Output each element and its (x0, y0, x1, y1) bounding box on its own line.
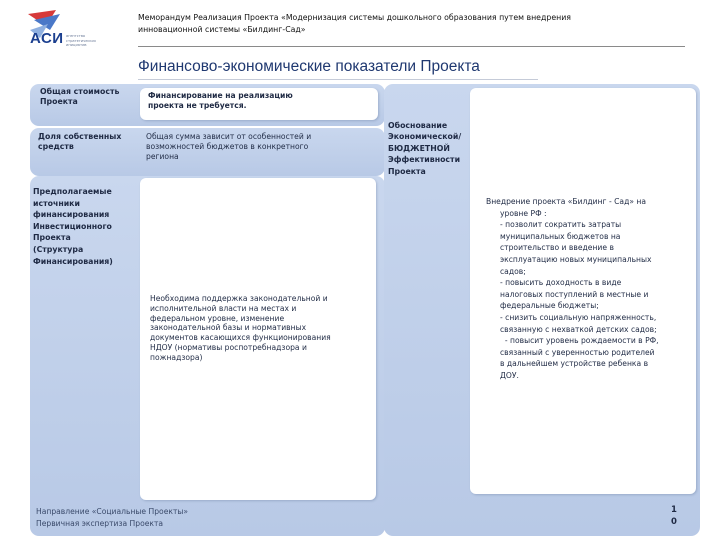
justification-line: муниципальных бюджетов на (500, 231, 621, 241)
sources-value-line: исполнительной власти на местах и (150, 303, 297, 313)
justification-line: строительство и введение в (500, 243, 614, 253)
page-number (667, 504, 681, 528)
sources-label-line: Инвестиционного (33, 221, 112, 231)
title-underline (138, 79, 538, 80)
justification-line: садов; (500, 266, 526, 276)
memo-line-1: Меморандум Реализация Проекта «Модернизация системы дошкольного образования путем внедрения (138, 13, 571, 22)
sources-value-line: НДОУ (нормативы роспотребнадзора и (150, 342, 307, 352)
cost-label (40, 87, 119, 107)
page-number-digit-2: 0 (671, 517, 677, 527)
cost-label-line-2: Проекта (40, 97, 78, 106)
sources-label-line: Финансирования) (33, 256, 113, 266)
sources-label-line: Проекта (33, 233, 71, 243)
sources-value-line: документов касающихся функционирования (150, 333, 331, 343)
justification-label-line: БЮДЖЕТНОЙ (388, 143, 450, 153)
own-funds-label (38, 132, 121, 152)
sources-value-line: пожнадзора) (150, 352, 203, 362)
sources-value-line: законодательной базы и нормативных (150, 323, 307, 333)
own-funds-value-line-1: Общая сумма зависит от особенностей и (146, 132, 312, 141)
justification-line: федеральные бюджеты; (500, 301, 599, 311)
justification-line: уровне РФ : (500, 208, 547, 218)
footer-line-2: Первичная экспертиза Проекта (36, 519, 164, 528)
justification-line: ДОУ. (500, 370, 519, 380)
sources-label (33, 186, 113, 267)
sources-label-line: финансирования (33, 210, 110, 220)
own-funds-label-line-2: средств (38, 142, 74, 151)
cost-value-line-1: Финансирование на реализацию (148, 91, 293, 100)
sources-label-line: источники (33, 198, 80, 208)
own-funds-label-line-1: Доля собственных (38, 132, 122, 141)
justification-line: в дальнейшем устройстве ребенка в (500, 359, 649, 369)
memo-line-2: инновационной системы «Билдинг-Сад» (138, 25, 306, 34)
page-number-digit-1: 1 (671, 505, 677, 515)
justification-line: - позволит сократить затраты (500, 220, 622, 230)
justification-label (388, 120, 461, 177)
justification-line: налоговых поступлений в местные и (500, 289, 649, 299)
memo-header (138, 12, 678, 36)
page-title: Финансово-экономические показатели Проекта (138, 58, 480, 75)
sources-value-line: федеральном уровне, изменение (150, 313, 285, 323)
justification-label-line: Обоснование (388, 121, 448, 130)
sources-value (150, 294, 331, 363)
footer (36, 506, 188, 530)
justification-line: - повысит уровень рождаемости в РФ, (500, 336, 659, 346)
justification-line: - повысить доходность в виде (500, 278, 622, 288)
cost-label-line-1: Общая стоимость (40, 87, 120, 96)
justification-label-line: Экономической/ (388, 132, 462, 142)
justification-line: Внедрение проекта «Билдинг - Сад» на (486, 197, 646, 206)
own-funds-value-line-2: возможностей бюджетов в конкретного (146, 141, 309, 151)
own-funds-value-line-3: региона (146, 151, 179, 161)
footer-line-1: Направление «Социальные Проекты» (36, 507, 189, 516)
cost-value (148, 91, 293, 111)
logo-subtitle: агентство стратегических инициатив (66, 34, 97, 47)
header-divider (138, 46, 685, 47)
own-funds-value (146, 132, 311, 161)
justification-line: эксплуатацию новых муниципальных (500, 254, 652, 264)
justification-label-line: Эффективности (388, 155, 461, 165)
justification-line: - снизить социальную напряженность, (500, 312, 657, 322)
justification-line: связанную с нехваткой детских садов; (500, 324, 657, 334)
logo-text: АСИ (30, 30, 64, 47)
sources-value-line: Необходима поддержка законодательной и (150, 294, 328, 303)
sources-label-line: Предполагаемые (33, 187, 112, 196)
cost-value-line-2: проекта не требуется. (148, 100, 247, 110)
justification-label-line: Проекта (388, 166, 426, 176)
justification-line: связанный с уверенностью родителей (500, 347, 655, 357)
justification-text (478, 196, 690, 382)
sources-label-line: (Структура (33, 244, 84, 254)
